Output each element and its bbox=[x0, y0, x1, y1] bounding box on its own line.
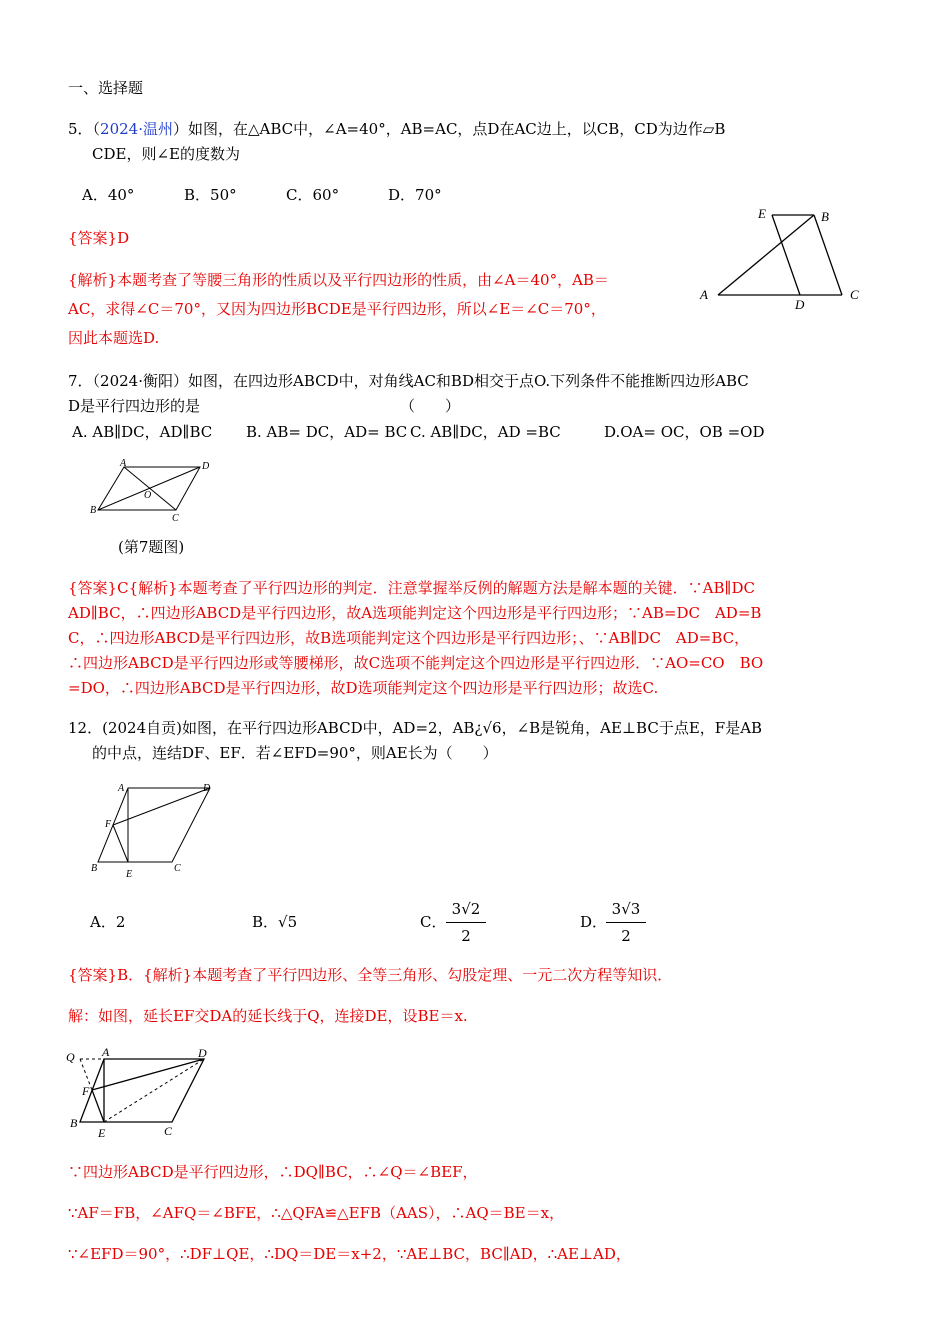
q7-label-o: O bbox=[144, 490, 152, 501]
q7-answer-line5: =DO，∴四边形ABCD是平行四边形，故D选项能判定这个四边形是平行四边形；故选C. bbox=[68, 679, 659, 697]
q5-line-ab bbox=[718, 215, 814, 295]
q7-caption: (第7题图) bbox=[118, 538, 185, 556]
q12-option-c-fraction bbox=[446, 898, 486, 947]
q12s-label-b: B bbox=[70, 1116, 78, 1130]
q7-option-b: B. AB= DC，AD= BC bbox=[246, 423, 408, 441]
q5-line2: CDE，则∠E的度数为 bbox=[92, 145, 240, 163]
q12s-label-f: F bbox=[82, 1084, 90, 1098]
q5-line1 bbox=[68, 117, 725, 142]
q7-answer-line4: ∴四边形ABCD是平行四边形或等腰梯形，故C选项不能判定这个四边形是平行四边形．∵AO=CO BO bbox=[68, 654, 764, 672]
section-title: 一、选择题 bbox=[68, 79, 144, 97]
q7-answer-line1: {答案}C{解析}本题考查了平行四边形的判定．注意掌握举反例的解题方法是解本题的关键．∵AB∥DC bbox=[68, 579, 755, 597]
q7-line2: D是平行四边形的是 bbox=[68, 397, 201, 415]
q5-label-d: D bbox=[795, 297, 805, 312]
q5-option-c: C．60° bbox=[286, 186, 340, 204]
q12-line-fe bbox=[113, 825, 128, 862]
q5-source: 2024·温州 bbox=[100, 120, 173, 138]
q12-label-c: C bbox=[174, 863, 181, 874]
q7-label-d: D bbox=[202, 461, 210, 472]
q12-solution-intro: 解：如图，延长EF交DA的延长线于Q，连接DE，设BE＝x. bbox=[68, 1007, 468, 1025]
q5-line-ed bbox=[772, 215, 800, 295]
q12-option-a: A．2 bbox=[90, 913, 126, 931]
q12s-label-c: C bbox=[164, 1124, 173, 1138]
q12-option-c-label: C． bbox=[420, 913, 447, 931]
q12-line1: 12．(2024自贡)如图，在平行四边形ABCD中，AD=2，AB¿√6，∠B是锐角，AE⊥BC于点E，F是AB bbox=[68, 719, 763, 737]
q12s-label-q: Q bbox=[66, 1050, 75, 1064]
q12-line2: 的中点，连结DF、EF．若∠EFD=90°，则AE长为（ ） bbox=[92, 744, 498, 762]
q12-step-3: ∵∠EFD＝90°，∴DF⊥QE，∴DQ＝DE＝x+2，∵AE⊥BC，BC∥AD，∴AE⊥AD， bbox=[68, 1245, 631, 1263]
q7-line1: 7．（2024·衡阳）如图，在四边形ABCD中，对角线AC和BD相交于点O.下列条件不能推断四边形ABC bbox=[68, 372, 749, 390]
q12-option-c-denominator: 2 bbox=[461, 927, 471, 945]
q12-label-d: D bbox=[203, 783, 211, 794]
q7-answer-line3: C，∴四边形ABCD是平行四边形，故B选项能判定这个四边形是平行四边形；、∵AB∥DC AD=BC， bbox=[68, 629, 750, 647]
q7-label-b: B bbox=[90, 505, 97, 516]
q7-figure bbox=[86, 455, 216, 525]
q12s-label-e: E bbox=[98, 1126, 106, 1140]
q12-label-b: B bbox=[91, 863, 98, 874]
q12s-line-ed bbox=[104, 1059, 204, 1122]
q12-label-e: E bbox=[126, 869, 133, 880]
q12-answer: {答案}B．{解析}本题考查了平行四边形、全等三角形、勾股定理、一元二次方程等知识． bbox=[68, 966, 673, 984]
q12s-parallelogram bbox=[80, 1059, 204, 1122]
q12-option-d-label: D． bbox=[580, 913, 608, 931]
q12-step-1: ∵四边形ABCD是平行四边形，∴DQ∥BC，∴∠Q＝∠BEF， bbox=[68, 1163, 478, 1181]
q5-number: 5．（ bbox=[68, 120, 101, 138]
q5-option-d: D．70° bbox=[388, 186, 442, 204]
q12-option-b-label: B． bbox=[252, 913, 279, 931]
q7-answer-line2: AD∥BC，∴四边形ABCD是平行四边形，故A选项能判定这个四边形是平行四边形；∵AB=DC AD=B bbox=[68, 604, 762, 622]
q12s-label-d: D bbox=[198, 1046, 207, 1060]
q12-option-d-numerator: 3√3 bbox=[611, 900, 641, 918]
q12-solution-figure bbox=[62, 1042, 222, 1142]
q12-figure bbox=[86, 778, 226, 883]
q5-label-b: B bbox=[821, 209, 829, 224]
q7-option-c: C. AB∥DC，AD =BC bbox=[410, 423, 561, 441]
q12-option-d-denominator: 2 bbox=[621, 927, 631, 945]
q5-analysis-line1: {解析}本题考查了等腰三角形的性质以及平行四边形的性质，由∠A＝40°，AB＝ bbox=[68, 271, 609, 289]
q12-step-2: ∵AF＝FB，∠AFQ＝∠BFE，∴△QFA≌△EFB（AAS），∴AQ＝BE＝x， bbox=[68, 1204, 565, 1222]
q12-option-b bbox=[252, 910, 297, 935]
q12-option-c-numerator: 3√2 bbox=[451, 900, 481, 918]
q5-label-e: E bbox=[758, 206, 766, 221]
q12-parallelogram bbox=[98, 788, 210, 862]
q5-line-bc bbox=[814, 215, 842, 295]
q7-paren: （ ） bbox=[400, 397, 461, 415]
q7-option-a: A. AB∥DC，AD∥BC bbox=[72, 423, 213, 441]
q12-label-a: A bbox=[118, 783, 125, 794]
q12-option-d-fraction bbox=[606, 898, 646, 947]
q12-label-f: F bbox=[105, 819, 112, 830]
q5-label-a: A bbox=[700, 287, 708, 302]
q12s-line-fd bbox=[92, 1059, 204, 1090]
q7-option-d: D.OA= OC，OB =OD bbox=[604, 423, 765, 441]
q7-label-a: A bbox=[120, 458, 127, 469]
q5-answer: {答案}D bbox=[68, 229, 130, 247]
q12-option-b-value: √5 bbox=[278, 913, 298, 931]
q12s-line-fe bbox=[92, 1090, 104, 1122]
q5-analysis-line2: AC，求得∠C＝70°，又因为四边形BCDE是平行四边形，所以∠E＝∠C＝70°， bbox=[68, 300, 606, 318]
q5-analysis-line3: 因此本题选D. bbox=[68, 329, 160, 347]
q7-label-c: C bbox=[172, 513, 179, 524]
q12s-label-a: A bbox=[102, 1045, 110, 1059]
q5-label-c: C bbox=[850, 287, 859, 302]
q5-line1-text: ）如图，在△ABC中，∠A=40°，AB=AC，点D在AC边上，以CB，CD为边作▱B bbox=[173, 120, 726, 138]
q5-figure bbox=[690, 200, 870, 315]
q5-option-a: A．40° bbox=[82, 186, 135, 204]
q5-option-b: B．50° bbox=[184, 186, 237, 204]
q7-diagonal-bd bbox=[98, 467, 200, 510]
